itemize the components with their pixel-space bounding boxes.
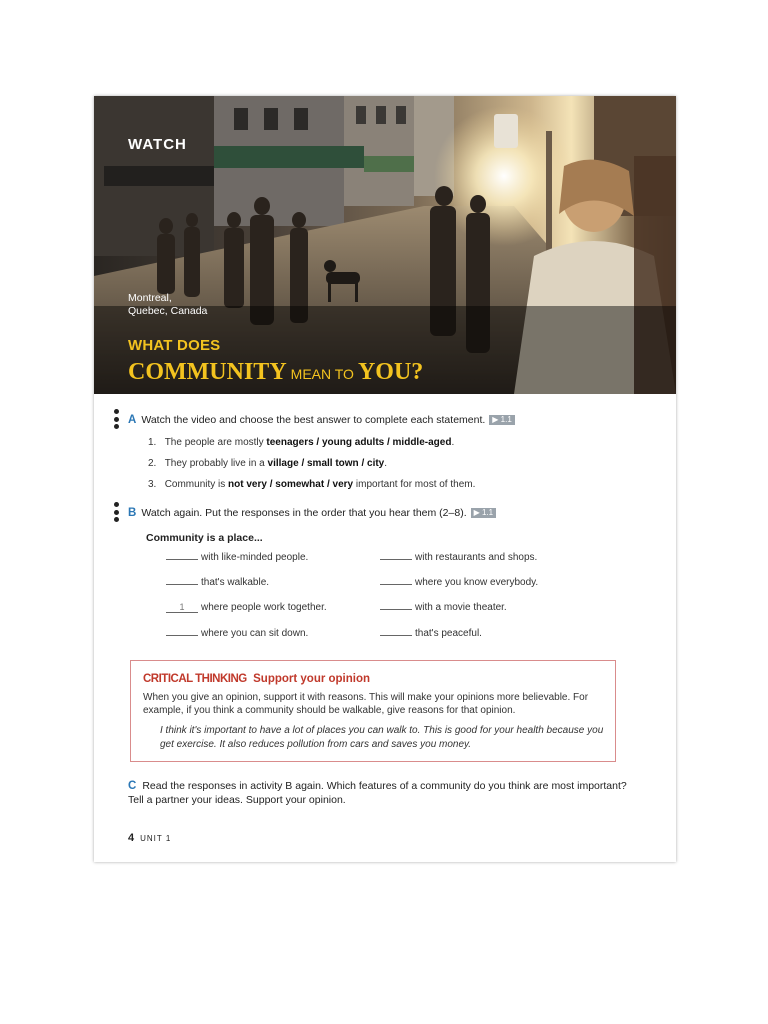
page-number: 4 [128,832,135,844]
item-text: Community is [164,479,229,490]
answer-blank[interactable] [166,559,198,560]
question-line-1: WHAT DOES [128,337,221,354]
critical-thinking-label: CRITICAL THINKING [143,673,247,685]
answer-blank[interactable] [380,609,412,610]
activity-b-subtitle: Community is a place... [146,532,263,544]
answer-blank[interactable] [380,635,412,636]
caption-city: Montreal, [128,292,172,304]
question-line-2 [128,359,423,386]
item-choices[interactable]: not very / somewhat / very [228,479,354,490]
activity-b-dots-icon [114,502,119,525]
response-text: that's peaceful. [415,628,482,639]
activity-a-item-3 [148,479,475,490]
question-word-community: COMMUNITY [128,359,287,385]
item-text-end: . [384,458,388,469]
textbook-page [94,96,676,862]
response-text: with a movie theater. [415,602,507,613]
activity-c-letter: C [128,780,137,792]
activity-a-item-2 [148,458,387,469]
item-number: 3. [148,479,157,490]
page-footer [128,832,171,844]
activity-b-letter: B [128,507,137,519]
item-text-end: . [451,437,455,448]
answer-blank[interactable]: 1 [166,602,198,613]
critical-thinking-body: When you give an opinion, support it with reasons. This will make your opinions more believable. For example, if you think a community should be walkable, give reasons for that opinion. [143,692,589,716]
response-text: where people work together. [201,602,327,613]
item-choices[interactable]: village / small town / city [267,458,385,469]
section-title: WATCH [128,136,187,153]
activity-b-text: Watch again. Put the responses in the order that you hear them (2–8). [141,507,467,519]
critical-thinking-topic: Support your opinion [253,673,371,685]
activity-a-dots-icon [114,409,119,432]
item-choices[interactable]: teenagers / young adults / middle-aged [266,437,452,448]
response-text: with restaurants and shops. [415,552,538,563]
montreal-street-photo [94,96,676,394]
response-left-2 [166,577,269,588]
response-left-3 [166,602,327,613]
activity-a-letter: A [128,414,137,426]
video-play-icon: ▶ 1.1 [489,415,515,425]
item-number: 1. [148,437,157,448]
item-text: The people are mostly [164,437,267,448]
answer-blank[interactable] [380,584,412,585]
item-text: They probably live in a [164,458,268,469]
activity-b-instruction [128,507,496,519]
response-text: where you know everybody. [415,577,539,588]
question-word-mean-to: MEAN TO [290,366,354,382]
critical-thinking-box [130,660,616,762]
critical-thinking-title [143,673,370,685]
unit-label: UNIT 1 [140,834,172,843]
video-label: 1.1 [500,415,512,424]
caption-region: Quebec, Canada [128,305,208,317]
question-word-you: YOU? [357,359,424,385]
response-right-4 [380,628,482,639]
answer-blank[interactable] [166,584,198,585]
activity-a-item-1 [148,437,454,448]
response-left-4 [166,628,308,639]
critical-thinking-example: I think it's important to have a lot of places you can walk to. This is good for your health because you get exercise. It also reduces pollution from cars and saves you money. [160,725,604,750]
response-text: that's walkable. [201,577,270,588]
activity-c-text: Read the responses in activity B again. Which features of a community do you think are most important? Tell a partner your ideas. Support your opinion. [128,780,627,806]
activity-c [128,779,628,807]
activity-a-text: Watch the video and choose the best answer to complete each statement. [141,414,486,426]
response-right-2 [380,577,538,588]
response-right-1 [380,552,537,563]
video-label: 1.1 [481,508,494,517]
video-play-icon: ▶ 1.1 [471,508,497,518]
item-text-end: important for most of them. [353,479,476,490]
response-right-3 [380,602,507,613]
item-number: 2. [148,458,157,469]
activity-a-instruction [128,414,515,426]
response-text: with like-minded people. [201,552,309,563]
response-text: where you can sit down. [201,628,309,639]
answer-blank[interactable] [380,559,412,560]
photo-caption [128,292,238,318]
answer-blank[interactable] [166,635,198,636]
response-left-1 [166,552,308,563]
